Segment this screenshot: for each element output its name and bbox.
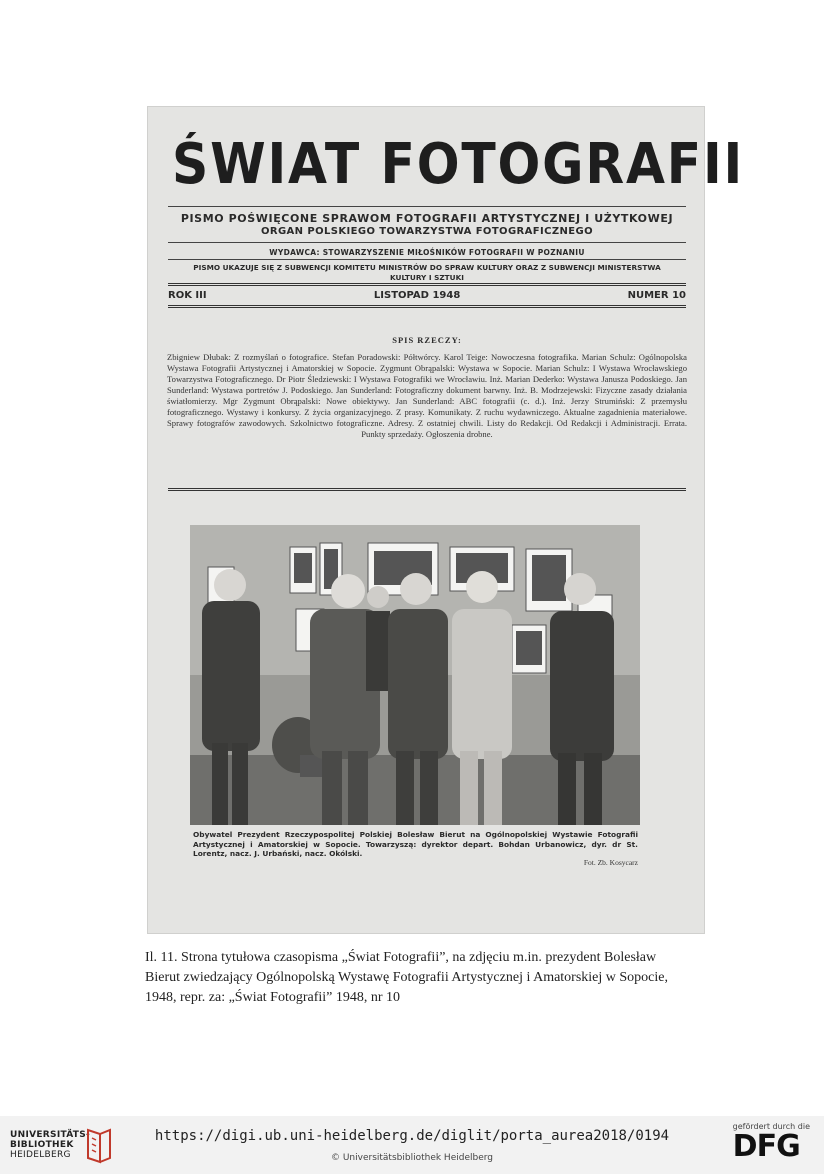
figure-caption: Il. 11. Strona tytułowa czasopisma „Świat Fotografii”, na zdjęciu m.in. prezydent Bolesław Bierut zwiedzający Ogólnopolską Wystawę Fotografii Artystycznej i Amatorskiej w Sopocie, 1948, repr. za: „Świat Fotografii” 1948, nr 10 <box>145 950 669 1005</box>
rule <box>168 242 686 243</box>
magazine-publisher: WYDAWCA: STOWARZYSZENIE MIŁOŚNIKÓW FOTOGRAFII W POZNANIU <box>269 248 585 257</box>
scanned-page <box>147 106 745 934</box>
photo-credit: Fot. Zb. Kosycarz <box>583 858 638 867</box>
issue-number: NUMER 10 <box>627 290 686 301</box>
toc-heading: SPIS RZECZY: <box>392 335 462 345</box>
rule <box>168 283 686 286</box>
cover-photograph <box>190 525 640 825</box>
rule <box>168 259 686 260</box>
photo-caption: Obywatel Prezydent Rzeczypospolitej Polskiej Bolesław Bierut na Ogólnopolskiej Wystawie Fotografii Artystycznej i Amatorskiej w Sopocie. Towarzyszą: dyrektor depart. Bohdan Urbanowicz, dyr. dr St. Lorentz, nacz. J. Urbański, nacz. Okólski. <box>193 830 638 858</box>
dfg-logo: DFG <box>732 1129 800 1164</box>
copyright-notice: © Universitätsbibliothek Heidelberg <box>330 1153 493 1163</box>
magazine-subtitle: PISMO POŚWIĘCONE SPRAWOM FOTOGRAFII ARTYSTYCZNEJ I UŻYTKOWEJ <box>180 212 674 225</box>
rule <box>168 305 686 308</box>
rule <box>168 488 686 491</box>
funder-label: gefördert durch die <box>732 1122 810 1131</box>
funder-block[interactable] <box>733 1122 810 1163</box>
magazine-organ-line: ORGAN POLSKIEGO TOWARZYSTWA FOTOGRAFICZNEGO <box>260 226 594 237</box>
magazine-masthead: ŚWIAT FOTOGRAFII <box>172 132 745 197</box>
volume-label: ROK III <box>168 290 207 301</box>
issue-info-row <box>168 290 686 301</box>
photo-illustration <box>190 525 640 825</box>
magazine-subsidy-note: PISMO UKAZUJE SIĘ Z SUBWENCJI KOMITETU MINISTRÓW DO SPRAW KULTURY ORAZ Z SUBWENCJI MINISTERSTWA KULTURY I SZTUKI <box>193 263 661 282</box>
rule <box>168 206 686 207</box>
library-name: UNIVERSITÄTS- BIBLIOTHEK HEIDELBERG <box>10 1130 91 1160</box>
issue-date: LISTOPAD 1948 <box>373 290 461 301</box>
permalink-url[interactable]: https://digi.ub.uni-heidelberg.de/diglit/porta_aurea2018/0194 <box>154 1128 670 1144</box>
footer-bar <box>0 1116 824 1174</box>
toc-text: Zbigniew Dłubak: Z rozmyślań o fotografice. Stefan Poradowski: Półtwórcy. Karol Teige: Nowoczesna fotografika. Marian Schulz: Ogólnopolska Wystawa Fotografii Artystycznej i Amatorskiej w Sopocie. Zygmunt Obrąpalski: Wystawa w Sopocie. Marian Schulz: I Wystawa Wrocławskiego Towarzystwa Fotograficznego. Dr Piotr Śledziewski: I Wystawa Fotografiki we Wrocławiu. Inż. Marian Dederko: Wystawa Janusza Podoskiego. Jan Sunderland: Wystawa portretów J. Podoskiego. Jan Sunderland: Fotograficzny dokument barwny. Inż. B. Modrzejewski: Fizyczne zasady działania światłomierzy. Mgr Zygmunt Obrąpalski: Nowe obiektywy. Jan Sunderland: ABC fotografii (c. d.). Inż. Jerzy Strumiński: Z przemysłu fotograficznego. Wystawy i konkursy. Z życia organizacyjnego. Z prasy. Komunikaty. Z ruchu wydawniczego. Aktualne zagadnienia materiałowe. Sprawy fotografów zawodowych. Szkolnictwo fotograficzne. Adresy. Z ostatniej chwili. Listy do Redakcji. Od Redakcji i Administracji. Errata. Punkty sprzedaży. Ogłoszenia drobne. <box>167 352 687 439</box>
